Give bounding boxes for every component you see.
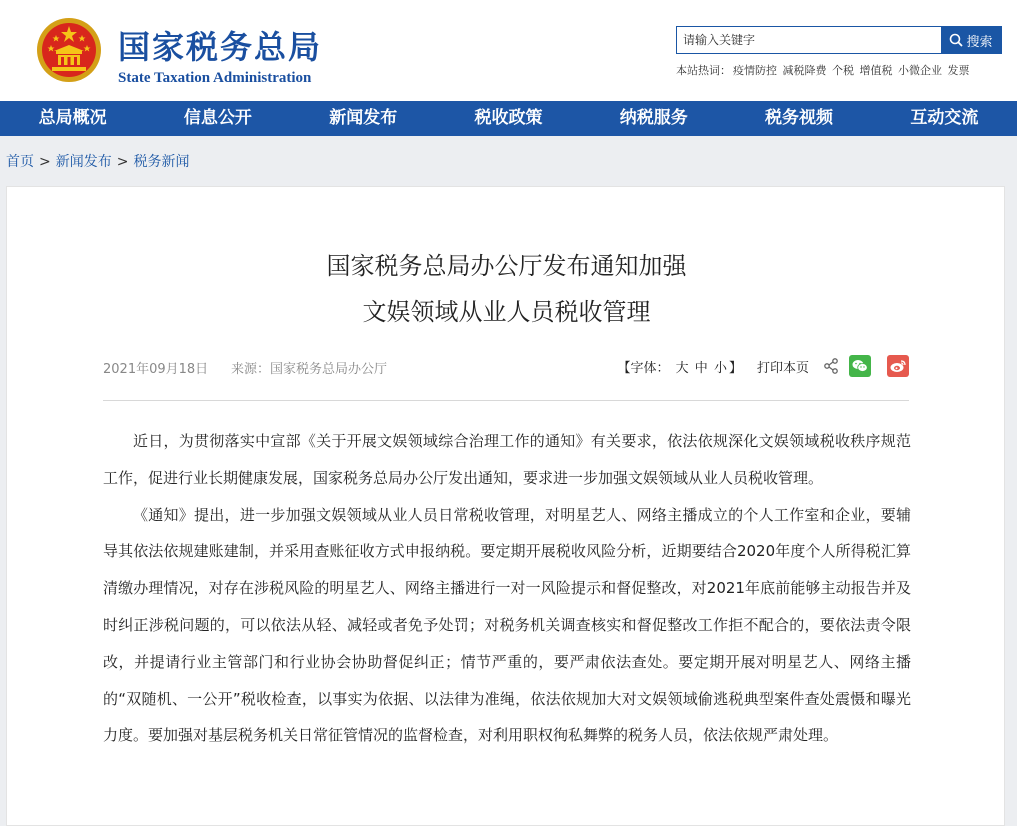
article-meta <box>103 355 909 377</box>
article-date: 2021年09月18日 <box>103 362 209 377</box>
font-size-large[interactable]: 大 <box>675 360 689 376</box>
article-card <box>6 186 1005 826</box>
font-size-small[interactable]: 小 <box>713 360 727 376</box>
hot-word-link[interactable]: 个税 <box>832 64 854 77</box>
national-emblem-icon[interactable] <box>36 17 102 83</box>
hot-word-link[interactable]: 增值税 <box>859 64 893 77</box>
nav-item-news-release[interactable]: 新闻发布 <box>329 108 398 128</box>
hot-word-link[interactable]: 小微企业 <box>898 64 942 77</box>
breadcrumb-separator: > <box>116 154 129 170</box>
article-divider <box>103 400 909 401</box>
article-paragraph: 《通知》提出，进一步加强文娱领域从业人员日常税收管理，对明星艺人、网络主播成立的个人工作室和企业，要辅导其依法依规建账建制，并采用查账征收方式申报纳税。要定期开展税收风险分析，近期要结合2020年度个人所得税汇算清缴办理情况，对存在涉税风险的明星艺人、网络主播进行一对一风险提示和督促整改，对2021年底前能够主动报告并及时纠正涉税问题的，可以依法从轻、减轻或者免予处罚；对税务机关调查核实和督促整改工作拒不配合的，要依法责令限改，并提请行业主管部门和行业协会协助督促纠正；情节严重的，要严肃依法查处。要定期开展对明星艺人、网络主播的“双随机、一公开”税收检查，以事实为依据、以法律为准绳，依法依规加大对文娱领域偷逃税典型案件查处震慑和曝光力度。要加强对基层税务机关日常征管情况的监督检查，对利用职权徇私舞弊的税务人员，依法依规严肃处理。 <box>103 505 911 745</box>
search-input[interactable] <box>677 27 941 53</box>
article-tools <box>616 355 909 377</box>
hot-word-link[interactable]: 疫情防控 <box>733 64 777 77</box>
search-button-label: 搜索 <box>966 34 993 50</box>
wechat-glyph-icon <box>852 359 868 373</box>
weibo-icon[interactable] <box>887 355 909 377</box>
font-size-close: 】 <box>728 360 742 376</box>
nav-item-tax-video[interactable]: 税务视频 <box>765 108 834 128</box>
font-size-selector <box>616 357 743 376</box>
article-source: 来源：国家税务总局办公厅 <box>231 362 388 377</box>
site-logo-cn[interactable]: 国家税务总局 <box>118 28 323 66</box>
article-title <box>7 243 1006 335</box>
hot-word-link[interactable]: 减税降费 <box>782 64 827 77</box>
article-body <box>103 423 911 754</box>
breadcrumb-tax-news[interactable]: 税务新闻 <box>133 154 190 170</box>
nav-item-info-disclosure[interactable]: 信息公开 <box>183 108 252 128</box>
nav-item-overview[interactable]: 总局概况 <box>38 108 107 128</box>
site-logo-en[interactable]: State Taxation Administration <box>118 70 312 86</box>
hot-word-link[interactable]: 发票 <box>947 64 970 77</box>
breadcrumb <box>6 152 189 172</box>
article-title-line: 国家税务总局办公厅发布通知加强 <box>326 252 687 280</box>
breadcrumb-home[interactable]: 首页 <box>6 154 34 170</box>
font-size-label: 【字体： <box>617 360 670 376</box>
hot-words-label: 本站热词： <box>676 64 731 77</box>
breadcrumb-separator: > <box>39 154 51 170</box>
share-icon[interactable] <box>823 358 839 374</box>
nav-item-taxpayer-service[interactable]: 纳税服务 <box>619 108 688 128</box>
nav-item-tax-policy[interactable]: 税收政策 <box>474 108 543 128</box>
breadcrumb-news-release[interactable]: 新闻发布 <box>55 154 112 170</box>
search-button[interactable] <box>941 27 1001 53</box>
search-box <box>676 26 1002 54</box>
nav-item-interaction[interactable]: 互动交流 <box>910 108 979 128</box>
print-page-link[interactable]: 打印本页 <box>756 360 809 376</box>
main-nav <box>0 101 1017 136</box>
search-icon <box>949 33 963 47</box>
hot-words <box>676 64 972 78</box>
weibo-glyph-icon <box>890 359 906 373</box>
site-header <box>0 0 1017 101</box>
article-title-line: 文娱领域从业人员税收管理 <box>362 298 651 326</box>
article-paragraph: 近日，为贯彻落实中宣部《关于开展文娱领域综合治理工作的通知》有关要求，依法依规深化文娱领域税收秩序规范工作，促进行业长期健康发展，国家税务总局办公厅发出通知，要求进一步加强文娱领域从业人员税收管理。 <box>103 432 911 487</box>
wechat-icon[interactable] <box>849 355 871 377</box>
font-size-medium[interactable]: 中 <box>694 360 708 376</box>
